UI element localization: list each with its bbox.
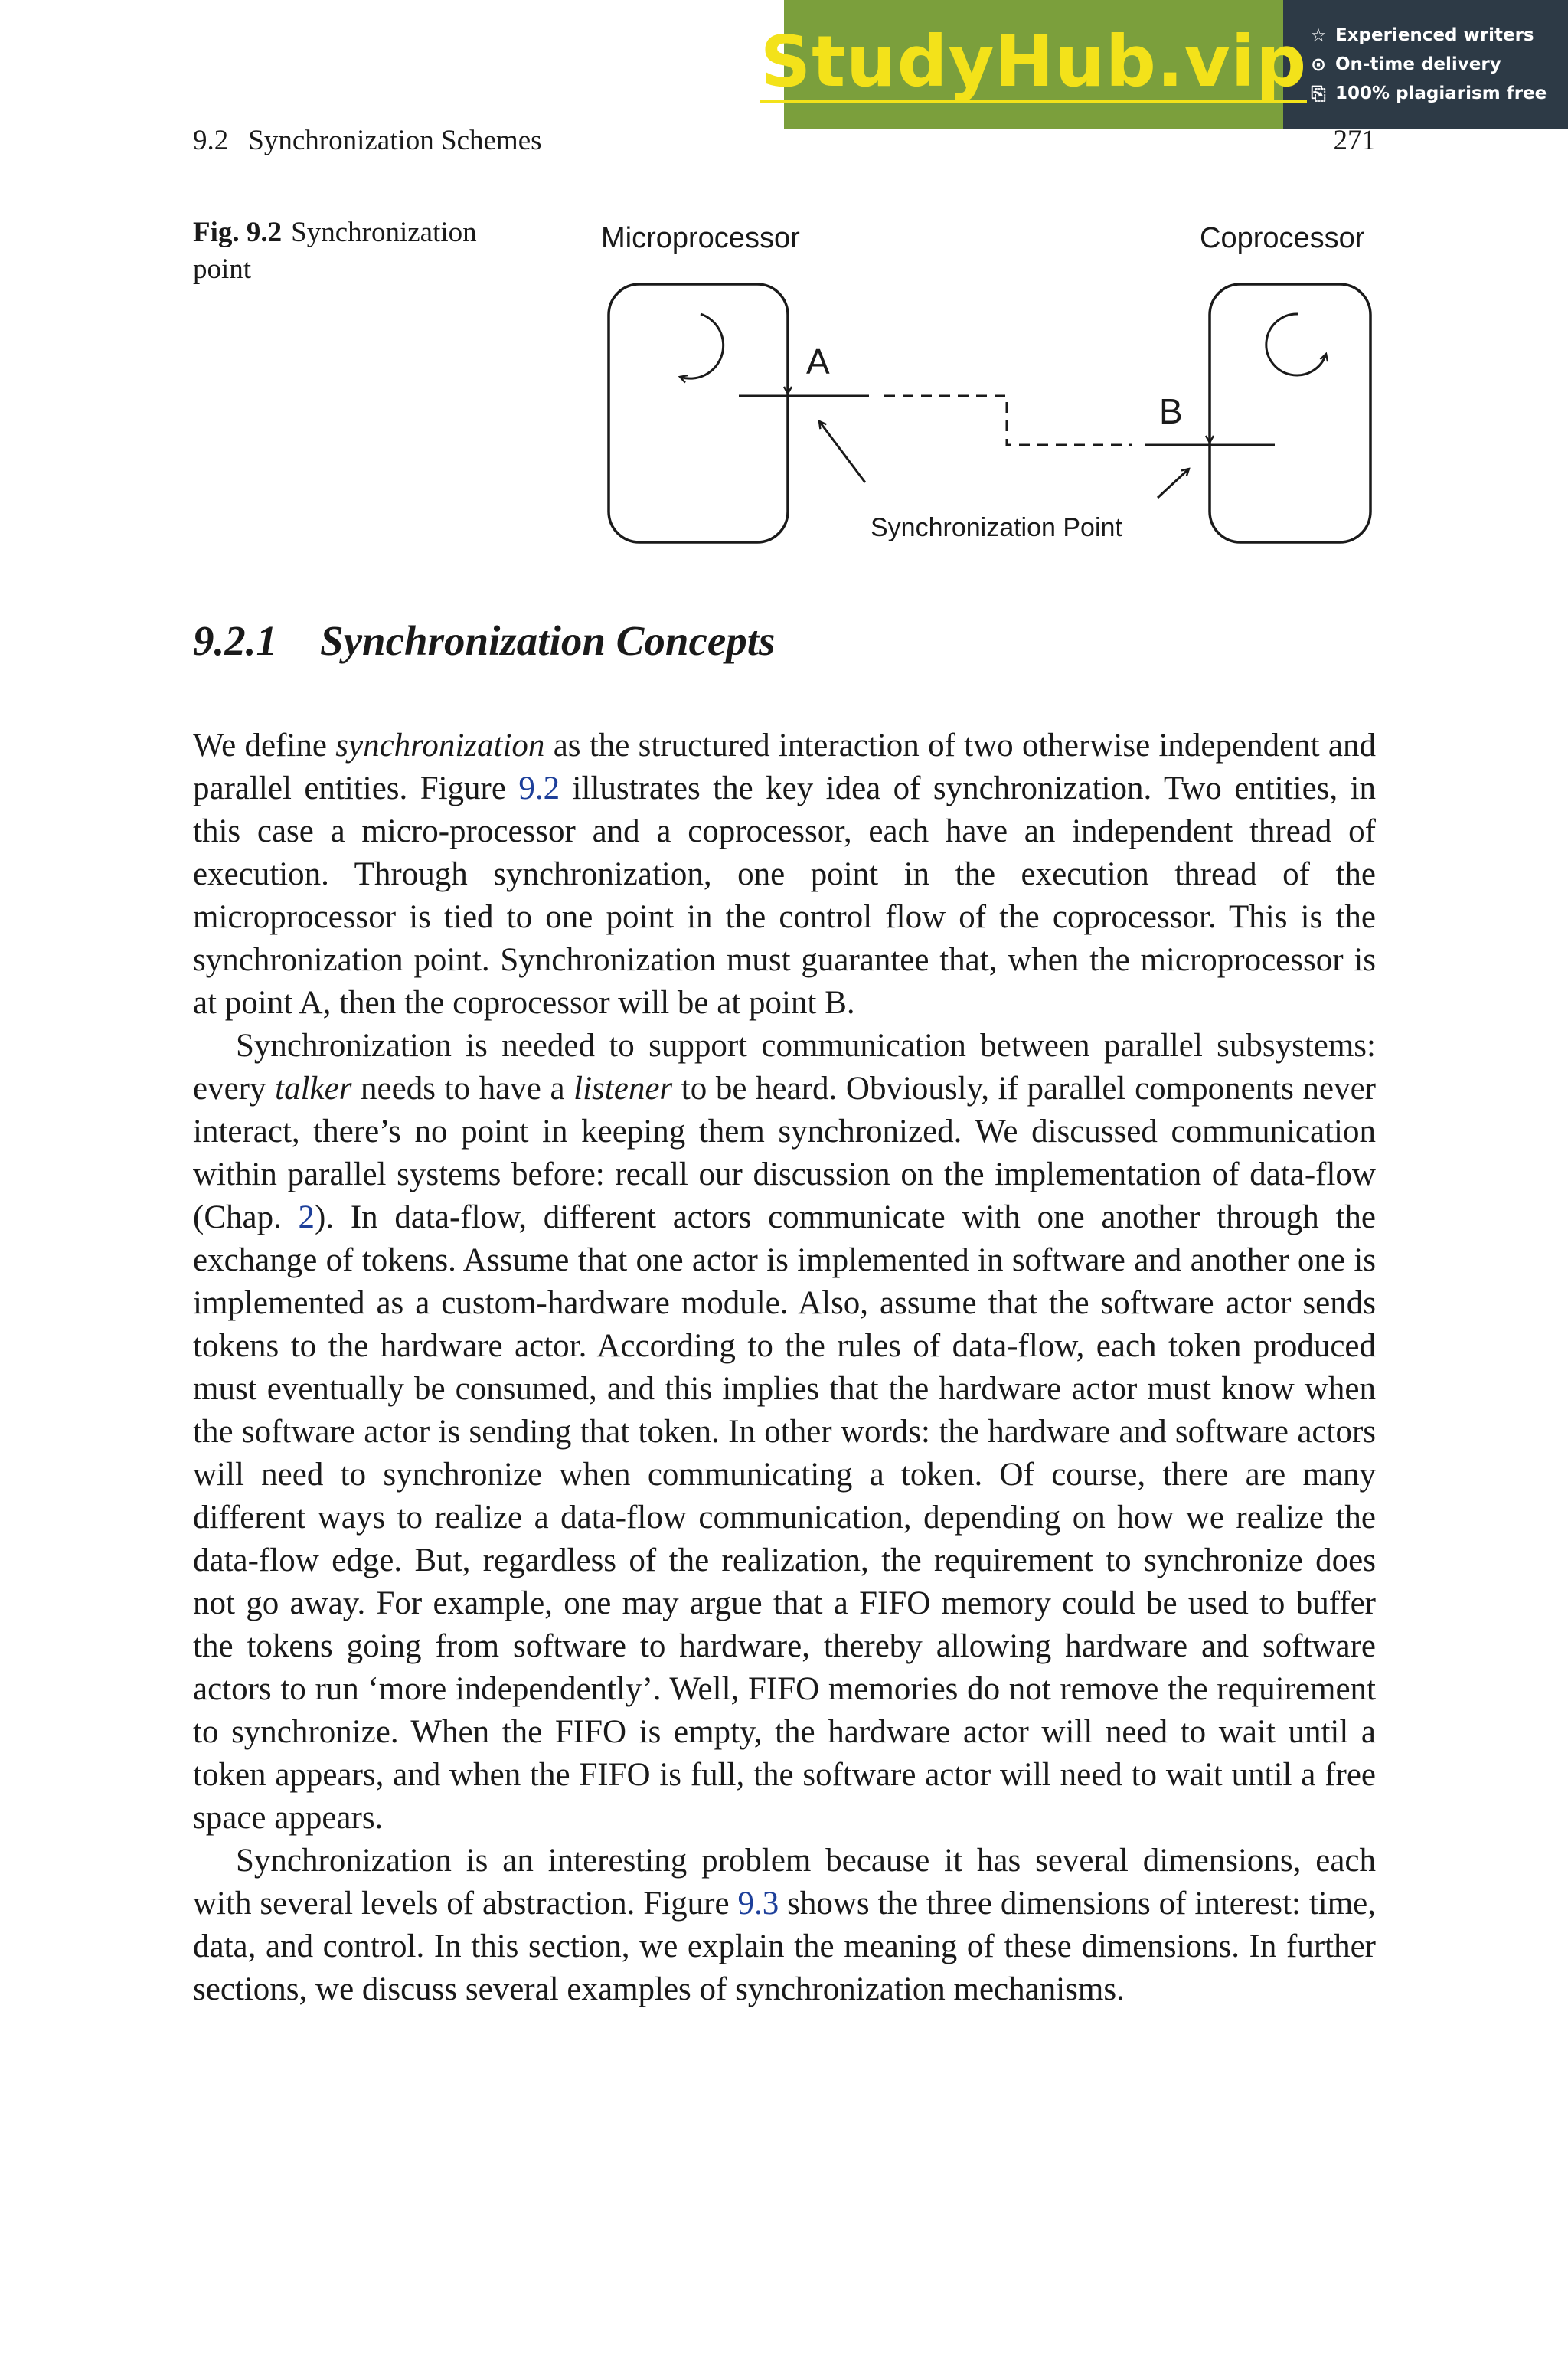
figure-caption bbox=[193, 214, 522, 288]
synchronization-diagram bbox=[582, 211, 1393, 563]
feature-on-time-delivery bbox=[1309, 54, 1568, 75]
paragraph-3 bbox=[193, 1840, 1376, 2011]
paragraph-2 bbox=[193, 1025, 1376, 1840]
term-talker: talker bbox=[275, 1071, 352, 1107]
feature-label: On-time delivery bbox=[1335, 54, 1501, 74]
text-run: ). In data-flow, different actors communicate with one another through the exchange of tokens. Assume that one actor is implemented in software and another one is implemented as a custom-hardware module. Also, assume that the software actor sends tokens to the hardware actor. According to the rules of data-flow, each token produced must eventually be consumed, and this implies that the hardware actor must know when the software actor is sending that token. In other words: the hardware and software actors will need to synchronize when communicating a token. Of course, there are many different ways to realize a data-flow communication, depending on how we realize the data-flow edge. But, regardless of the realization, the requirement to synchronize does not go away. For example, one may argue that a FIFO memory could be used to buffer the tokens going from software to hardware, thereby allowing hardware and software actors to run ‘more independently’. Well, FIFO memories do not remove the requirement to synchronize. When the FIFO is empty, the hardware actor will need to wait until a token appears, and when the FIFO is full, the software actor will need to wait until a free space appears. bbox=[193, 1199, 1376, 1836]
sync-pointer-arrow-a bbox=[819, 421, 865, 482]
coprocessor-loop-arrow bbox=[1266, 314, 1326, 375]
feature-plagiarism-free bbox=[1309, 83, 1568, 104]
microprocessor-box bbox=[609, 284, 788, 542]
text-run: as the structured interaction of two otherwise independent and parallel entities. Figure bbox=[193, 728, 1376, 806]
paragraph-1 bbox=[193, 725, 1376, 1025]
body-text bbox=[193, 725, 1376, 2011]
figure-9-2-link[interactable]: 9.2 bbox=[518, 770, 560, 806]
sync-point-label: Synchronization Point bbox=[871, 513, 1122, 542]
text-run: Synchronization is needed to support communication between parallel subsystems: every bbox=[193, 1028, 1376, 1107]
point-a-label: A bbox=[806, 342, 830, 381]
chapter-2-link[interactable]: 2 bbox=[298, 1199, 315, 1235]
figure-9-3-link[interactable]: 9.3 bbox=[737, 1886, 779, 1922]
logo-text: StudyHub.vip bbox=[760, 20, 1308, 103]
term-listener: listener bbox=[573, 1071, 673, 1107]
coprocessor-box bbox=[1210, 284, 1370, 542]
text-run: needs to have a bbox=[351, 1071, 574, 1107]
sync-pointer-arrow-b bbox=[1158, 469, 1189, 498]
microprocessor-label: Microprocessor bbox=[601, 222, 800, 254]
section-number: 9.2.1 bbox=[193, 617, 277, 664]
running-head bbox=[193, 124, 1376, 157]
point-b-label: B bbox=[1159, 391, 1183, 431]
star-icon: ☆ bbox=[1310, 25, 1327, 46]
coprocessor-label: Coprocessor bbox=[1200, 222, 1365, 254]
page-number: 271 bbox=[1333, 125, 1376, 156]
section-title: Synchronization Concepts bbox=[320, 617, 776, 664]
ad-banner[interactable] bbox=[760, 0, 1568, 129]
text-run: Synchronization is an interesting problem because it has several dimensions, each with several levels of abstraction. Figure bbox=[193, 1843, 1376, 1922]
running-head-section-number: 9.2 bbox=[193, 125, 229, 156]
clock-icon: ⊙ bbox=[1310, 54, 1327, 75]
feature-experienced-writers bbox=[1309, 25, 1568, 46]
section-heading bbox=[193, 617, 775, 665]
term-synchronization: synchronization bbox=[335, 728, 545, 764]
studyhub-logo[interactable] bbox=[760, 0, 1308, 129]
text-run: illustrates the key idea of synchronization. Two entities, in this case a micro-processor and a coprocessor, each have an independent thread of execution. Through synchronization, one point in the execution thread of the microprocessor is tied to one point in the control flow of the coprocessor. This is the synchronization point. Synchronization must guarantee that, when the microprocessor is at point A, then the coprocessor will be at point B. bbox=[193, 770, 1377, 1021]
figure-label: Fig. 9.2 bbox=[193, 217, 283, 248]
sync-dashed-link bbox=[884, 396, 1132, 445]
running-head-section bbox=[193, 124, 542, 157]
feature-label: 100% plagiarism free bbox=[1335, 83, 1547, 103]
text-run: We define bbox=[193, 728, 336, 764]
banner-features bbox=[1283, 0, 1568, 129]
figure-caption-text: Synchronization point bbox=[193, 217, 477, 285]
text-run: to be heard. Obviously, if parallel components never interact, there’s no point in keeping them synchronized. We discussed communication within parallel systems before: recall our discussion on the implementation of data-flow (Chap. bbox=[193, 1071, 1376, 1235]
feature-label: Experienced writers bbox=[1335, 25, 1534, 45]
text-run: shows the three dimensions of interest: time, data, and control. In this section, we explain the meaning of these dimensions. In further sections, we discuss several examples of synchronization mechanisms. bbox=[193, 1886, 1376, 2007]
microprocessor-loop-arrow bbox=[680, 314, 724, 378]
copy-icon: ⎘ bbox=[1311, 83, 1326, 104]
running-head-section-title: Synchronization Schemes bbox=[248, 125, 542, 156]
